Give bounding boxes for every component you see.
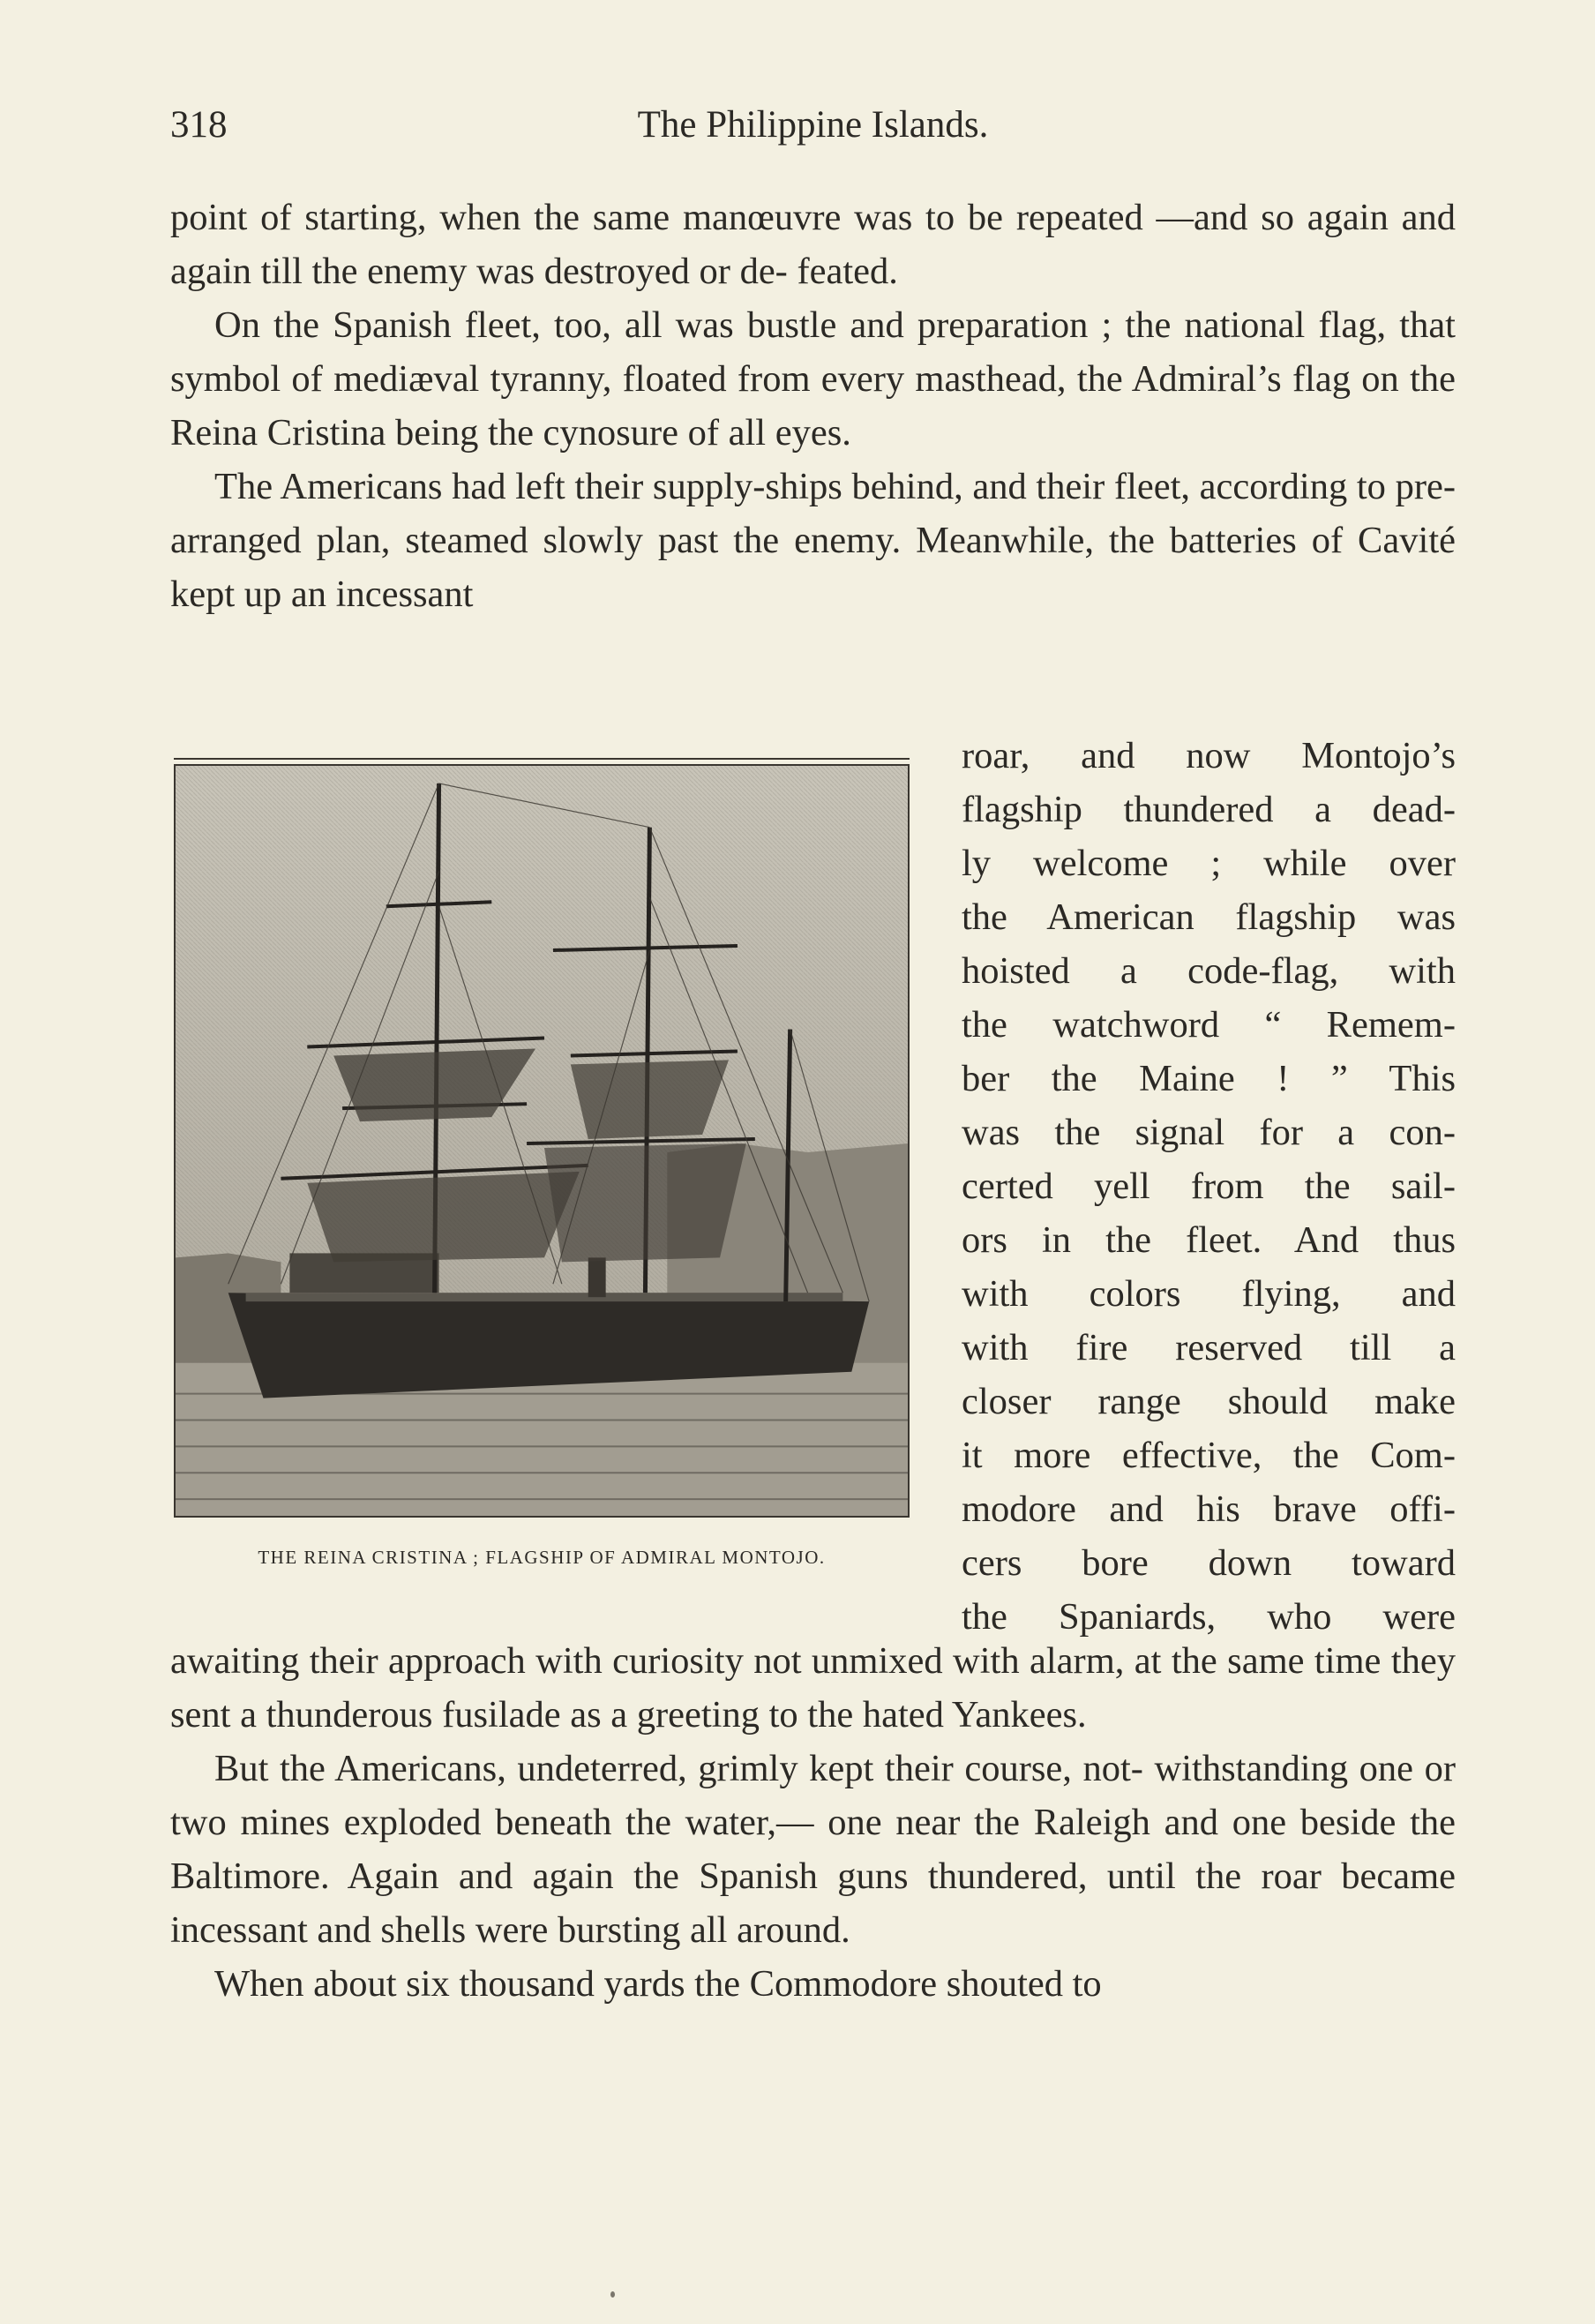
figure-caption: THE REINA CRISTINA ; FLAGSHIP OF ADMIRAL MONTOJO.	[258, 1547, 826, 1568]
text-line: flagship thundered a dead-	[962, 789, 1456, 830]
text-line: ors in the fleet. And thus	[962, 1219, 1456, 1261]
page-number: 318	[170, 104, 228, 146]
text-line: certed yell from the sail-	[962, 1166, 1456, 1207]
body-text-bottom	[170, 1634, 1456, 2011]
text-line: ber the Maine ! ” This	[962, 1058, 1456, 1099]
ship-engraving-icon	[176, 766, 908, 1516]
ship-illustration	[174, 764, 910, 1518]
paragraph: point of starting, when the same manœuvre was to be repeated —and so again and again till the enemy was destroyed or de- feated.	[170, 197, 1456, 292]
body-text-column	[962, 729, 1456, 1644]
paragraph: awaiting their approach with curiosity not unmixed with alarm, at the same time they sent a thunderous fusilade as a greeting to the hated Yankees.	[170, 1640, 1456, 1736]
running-title: The Philippine Islands.	[637, 104, 989, 146]
text-line: ly welcome ; while over	[962, 843, 1456, 884]
paragraph: The Americans had left their supply-ships behind, and their fleet, according to pre-arranged plan, steamed slowly past the enemy. Meanwhile, the batteries of Cavité kept up an incessant	[170, 466, 1456, 615]
text-line: was the signal for a con-	[962, 1112, 1456, 1153]
text-line: cers bore down toward	[962, 1542, 1456, 1584]
text-line: with colors flying, and	[962, 1273, 1456, 1315]
text-line: hoisted a code-flag, with	[962, 950, 1456, 992]
paragraph: On the Spanish fleet, too, all was bustle and preparation ; the national flag, that symbol of mediæval tyranny, floated from every masthead, the Admiral’s flag on the Reina Cristina being the cynosure of all eyes.	[170, 304, 1456, 454]
ink-speck	[610, 2291, 615, 2298]
page-header	[170, 99, 1456, 152]
text-line: the American flagship was	[962, 896, 1456, 938]
text-line: the Spaniards, who were	[962, 1596, 1456, 1638]
text-line: the watchword “ Remem-	[962, 1004, 1456, 1046]
body-text-top	[170, 191, 1456, 621]
text-line: it more effective, the Com-	[962, 1435, 1456, 1476]
text-line: with fire reserved till a	[962, 1327, 1456, 1368]
figure-top-rule	[174, 758, 910, 760]
text-line: roar, and now Montojo’s	[962, 735, 1456, 776]
paragraph: When about six thousand yards the Commodore shouted to	[214, 1963, 1102, 2005]
paragraph: But the Americans, undeterred, grimly kept their course, not- withstanding one or two mines exploded beneath the water,— one near the Raleigh and one beside the Baltimore. Again and again the Spanish guns thundered, until the roar became incessant and shells were bursting all around.	[170, 1748, 1456, 1951]
text-line: closer range should make	[962, 1381, 1456, 1422]
text-line: modore and his brave offi-	[962, 1488, 1456, 1530]
